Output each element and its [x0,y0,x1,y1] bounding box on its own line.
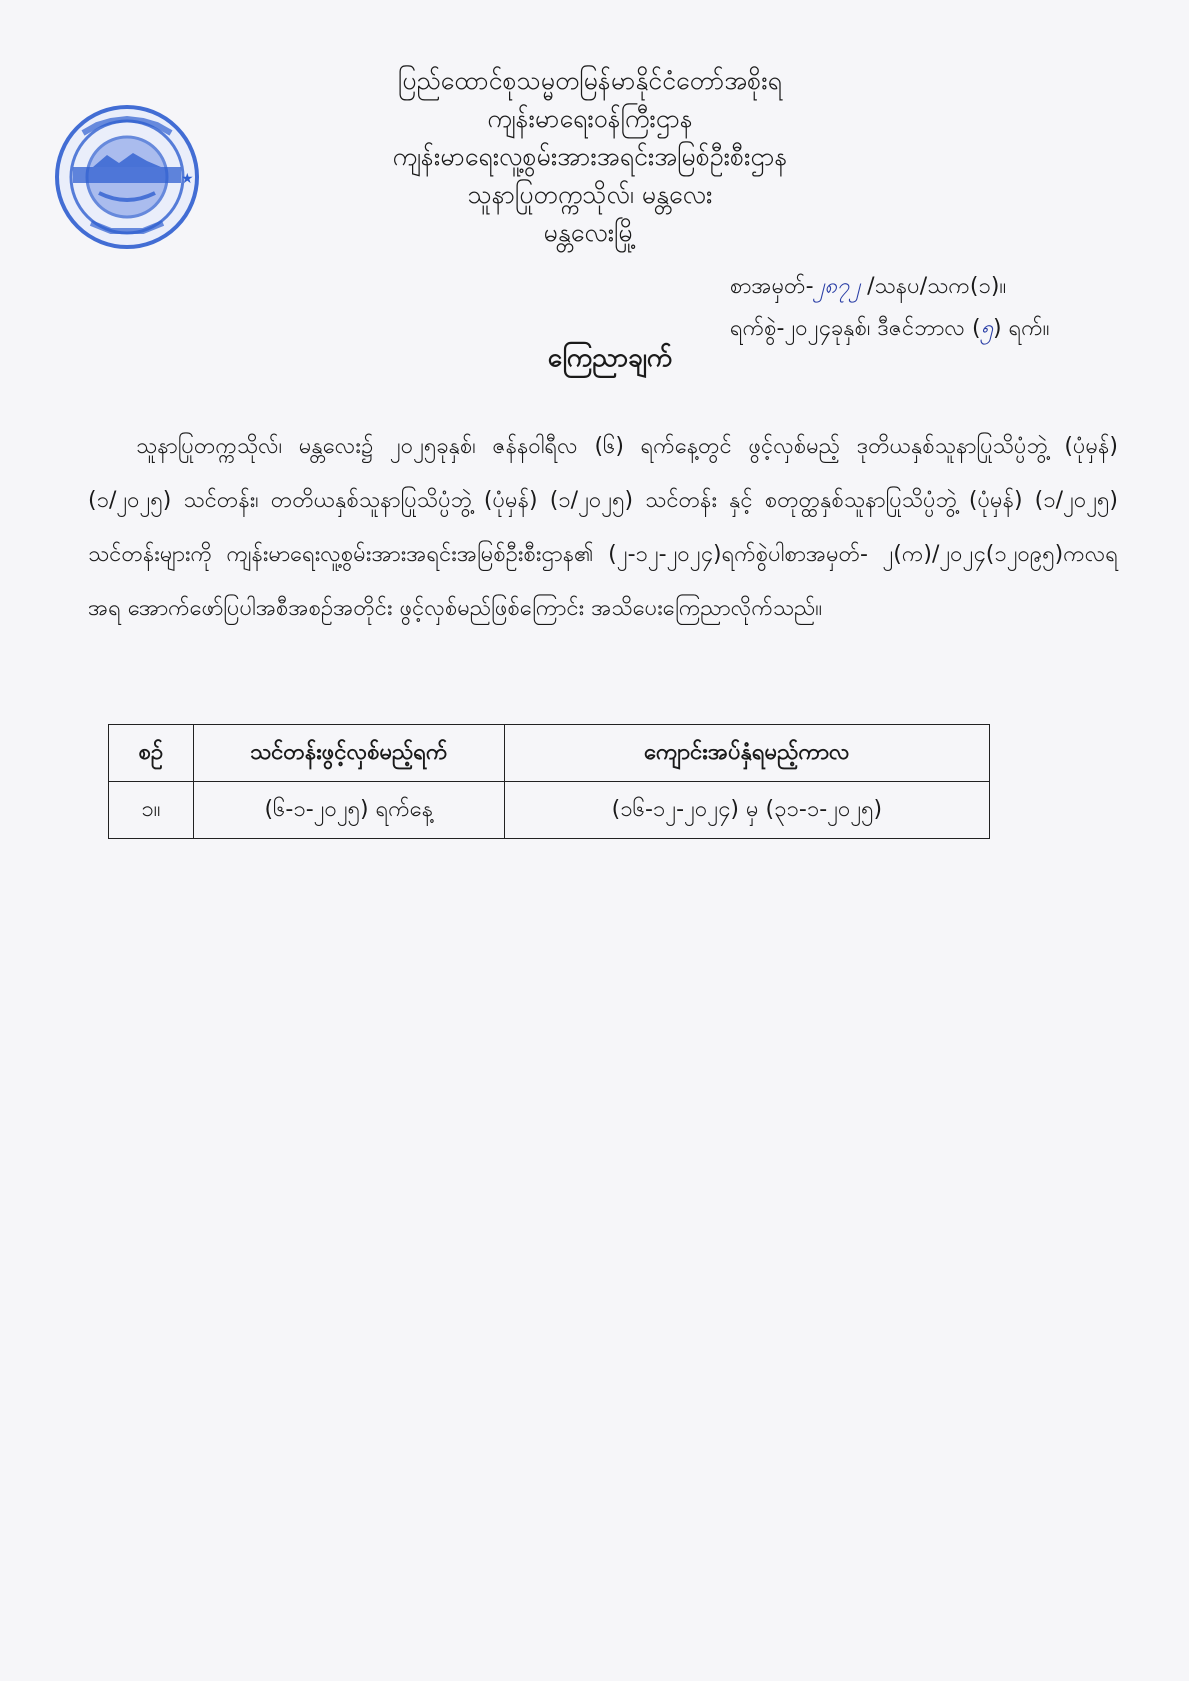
schedule-table [108,724,990,839]
letter-number-label: စာအမှတ်- [730,274,814,299]
official-seal-icon [53,103,201,251]
announcement-title: ကြေညာချက် [547,343,673,373]
announcement-body: သူနာပြုတက္ကသိုလ်၊ မန္တလေး၌ ၂၀၂၅ခုနှစ်၊ ဇန်နဝါရီလ (၆) ရက်နေ့တွင် ဖွင့်လှစ်မည့် ဒုတိယနှစ်သူနာပြုသိပ္ပံဘွဲ့ (ပုံမှန်)(၁/၂၀၂၅) သင်တန်း၊ တတိယနှစ်သူနာပြုသိပ္ပံဘွဲ့ (ပုံမှန်) (၁/၂၀၂၅) သင်တန်း နှင့် စတုတ္ထနှစ်သူနာပြုသိပ္ပံဘွဲ့ (ပုံမှန်) (၁/၂၀၂၅) သင်တန်းများကို ကျန်းမာရေးလူ့စွမ်းအားအရင်းအမြစ်ဦးစီးဌာန၏ (၂-၁၂-၂၀၂၄)ရက်စွဲပါစာအမှတ်- ၂(က)/၂၀၂၄(၁၂၀၉၅)ကလရအရ အောက်ဖော်ပြပါအစီအစဉ်အတိုင်း ဖွင့်လှစ်မည်ဖြစ်ကြောင်း အသိပေးကြေညာလိုက်သည်။ [88,434,1118,621]
table-cell: (၆-၁-၂၀၂၅) ရက်နေ့ [193,782,504,839]
svg-text:★: ★ [181,171,194,187]
letter-number [730,266,1150,308]
table-header-cell: ကျောင်းအပ်နှံရမည့်ကာလ [504,725,989,782]
letter-number-suffix: /သနပ/သက(၁)။ [860,274,1007,299]
table-row [109,782,990,839]
letter-date [730,308,1150,350]
letterhead [300,62,880,252]
letterhead-line-ministry: ကျန်းမာရေးဝန်ကြီးဌာန [487,104,693,133]
table-header-cell: သင်တန်းဖွင့်လှစ်မည့်ရက် [193,725,504,782]
letter-number-handwritten: ၂၈၇၂ [813,274,861,299]
reference-block [730,266,1150,350]
table-header-row [109,725,990,782]
letterhead-line-department: ကျန်းမာရေးလူ့စွမ်းအားအရင်းအမြစ်ဦးစီးဌာန [392,142,788,171]
table-cell: ၁။ [109,782,194,839]
letter-date-prefix: ရက်စွဲ-၂၀၂၄ခုနှစ်၊ ဒီဇင်ဘာလ ( [730,316,981,341]
letter-date-day-handwritten: ၅ [980,316,993,341]
letterhead-line-government: ပြည်ထောင်စုသမ္မတမြန်မာနိုင်ငံတော်အစိုးရ [398,66,782,95]
table-cell: (၁၆-၁၂-၂၀၂၄) မှ (၃၁-၁-၂၀၂၅) [504,782,989,839]
table-header-cell: စဉ် [109,725,194,782]
letterhead-line-city: မန္တလေးမြို့ [543,218,637,247]
letterhead-line-university: သူနာပြုတက္ကသိုလ်၊ မန္တလေး [467,180,713,209]
letter-date-suffix: ) ရက်။ [993,316,1050,341]
